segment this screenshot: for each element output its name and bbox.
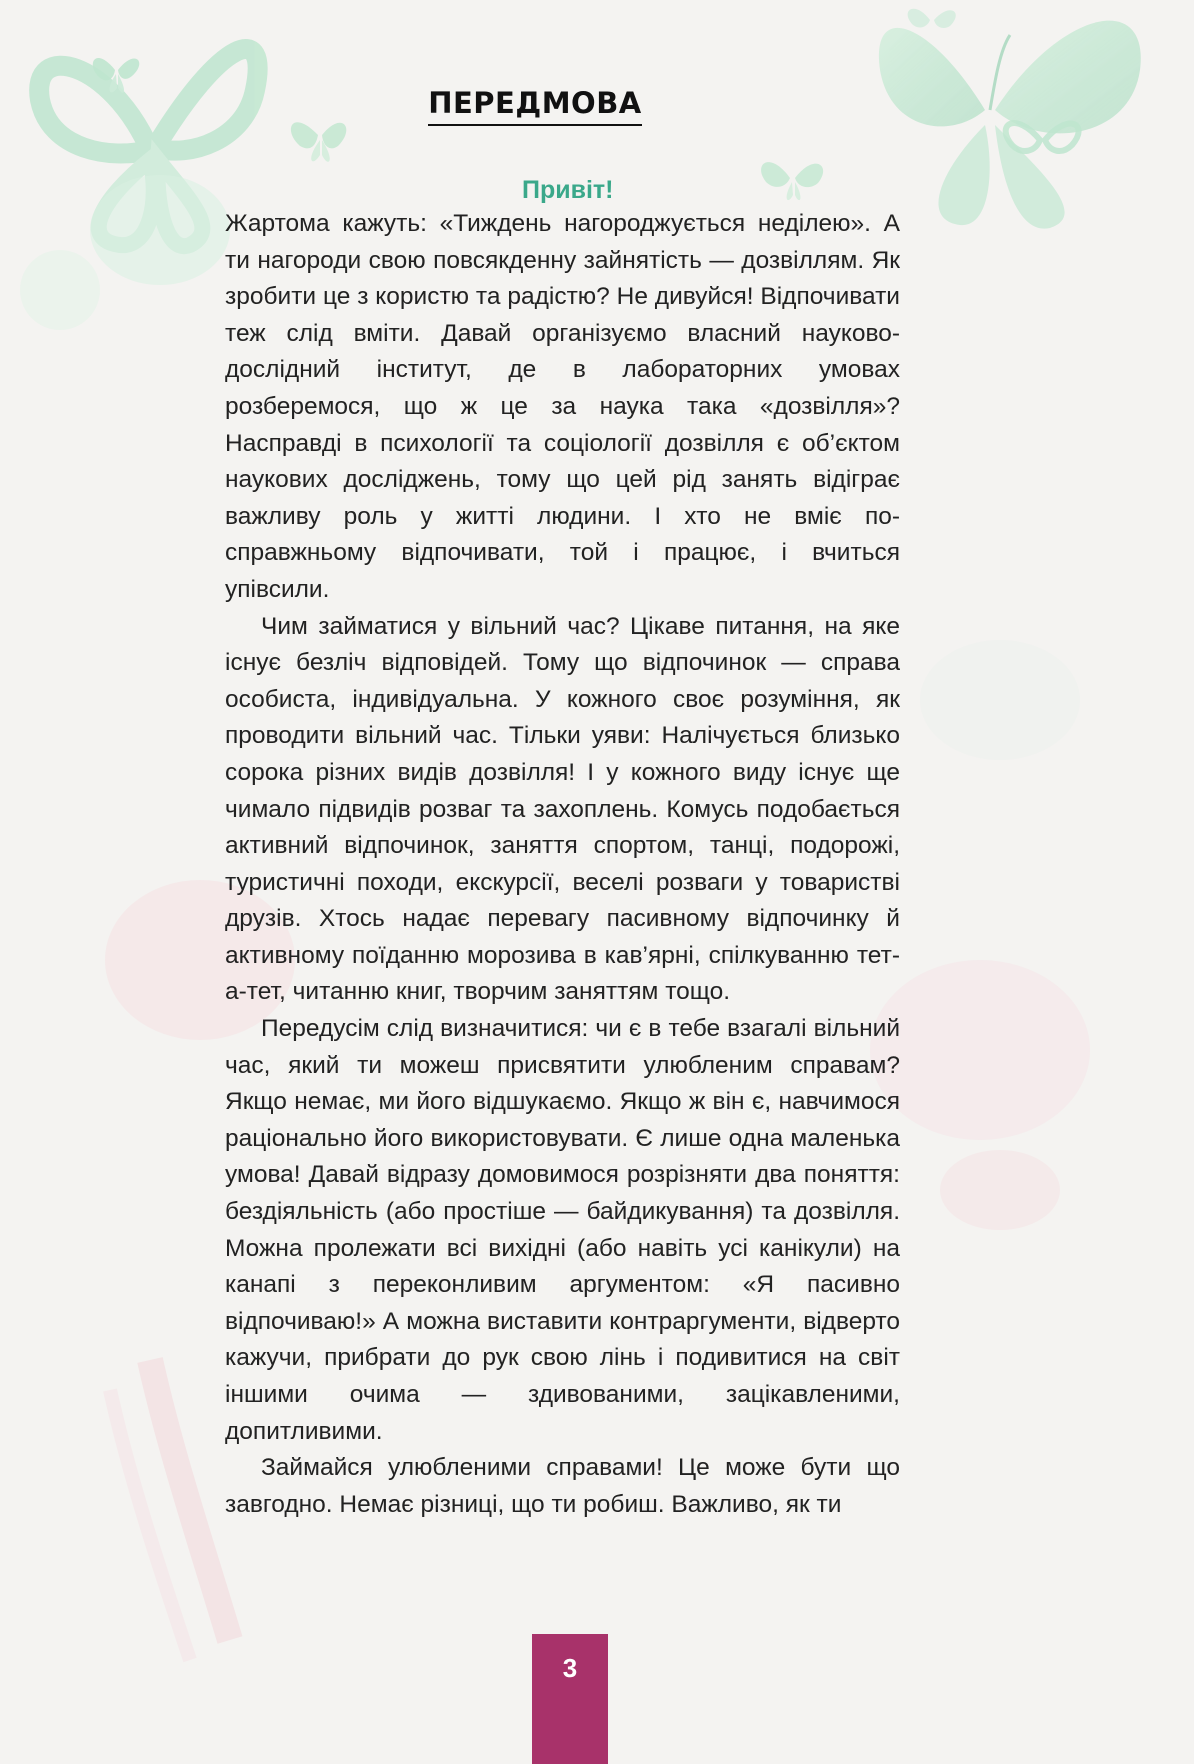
paragraph-2: Чим займатися у вільний час? Цікаве питання, на яке існує безліч відповідей. Тому що відпочинок — справа особиста, індивідуальна. У кожного своє розуміння, як проводити вільний час. Тільки уяви: Налічується близько сорока різних видів дозвілля! І у кожного виду існує ще чимало підвидів розваг та захоплень. Комусь подобається активний відпочинок, заняття спортом, танці, подорожі, туристичні походи, екскурсії, веселі розваги у товаристві друзів. Хтось надає перевагу пасивному відпочинку й активному поїданню морозива в кав’ярні, спілкуванню тет-а-тет, читанню книг, творчим заняттям тощо.	[225, 612, 900, 1006]
page-number-tab	[532, 1634, 608, 1764]
butterfly-icon	[291, 122, 346, 162]
paragraph-4: Займайся улюбленими справами! Це може бути що завгодно. Немає різниці, що ти робиш. Важливо, як ти	[225, 1454, 900, 1518]
butterfly-icon	[908, 9, 956, 28]
body-text	[225, 206, 900, 1523]
butterfly-icon	[761, 162, 823, 200]
greeting-heading: Привіт!	[522, 176, 614, 204]
page-number: 3	[562, 1653, 578, 1683]
paragraph-1: Жартома кажуть: «Тиждень нагороджується неділею». А ти нагороди свою повсякденну зайнятість — дозвіллям. Як зробити це з користю та радістю? Не дивуйся! Відпочивати теж слід вміти. Давай організуємо власний науково-дослідний інститут, де в лабораторних умовах розберемося, що ж це за наука така «дозвілля»? Насправді в психології та соціології дозвілля є об’єктом наукових досліджень, тому що цей рід занять відіграє важливу роль у житті людини. І хто не вміє по-справжньому відпочивати, той і працює, і вчиться упівсили.	[225, 210, 900, 603]
paragraph-3: Передусім слід визначитися: чи є в тебе взагалі вільний час, який ти можеш присвятити улюбленим справам? Якщо немає, ми його відшукаємо. Якщо ж він є, навчимося раціонально його використовувати. Є лише одна маленька умова! Давай відразу домовимося розрізняти два поняття: бездіяльність (або простіше — байдикування) та дозвілля. Можна пролежати всі вихідні (або навіть усі канікули) на канапі з переконливим аргументом: «Я пасивно відпочиваю!» А можна виставити контраргументи, відверто кажучи, прибрати до рук свою лінь і подивитися на світ іншими очима — здивованими, зацікавленими, допитливими.	[225, 1015, 900, 1445]
page-heading	[400, 86, 670, 126]
page-title: ПЕРЕДМОВА	[428, 86, 642, 126]
